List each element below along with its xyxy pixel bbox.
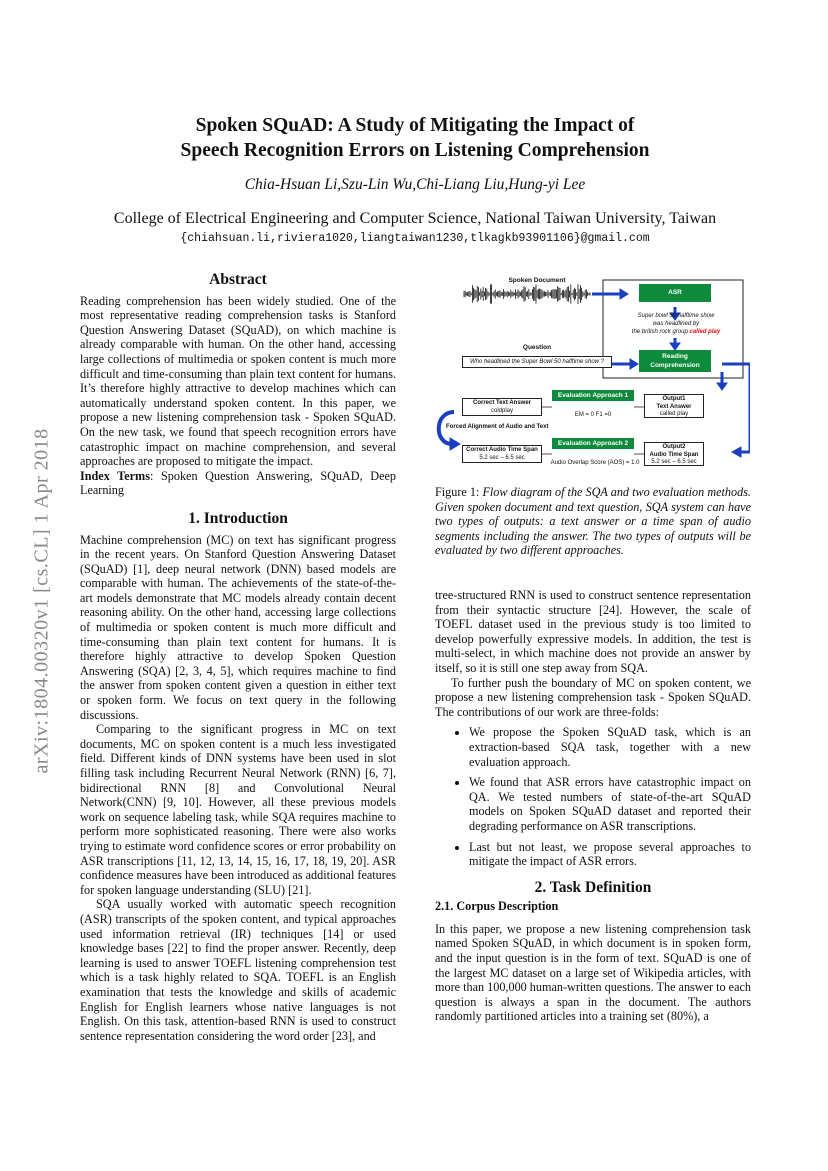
index-terms bbox=[80, 469, 396, 498]
output2-label: Output2 bbox=[662, 444, 686, 450]
caption-text: Flow diagram of the SQA and two evaluation methods. Given spoken document and text question, SQA system can have two types of outputs: a text answer or a time span of audio segments including the answer. The two types of outputs will be evaluated by two different approaches. bbox=[435, 485, 751, 558]
index-terms-text: : Spoken Question Answering, SQuAD, Deep Learning bbox=[80, 468, 396, 498]
authors: Chia-Hsuan Li,Szu-Lin Wu,Chi-Liang Liu,Hung-yi Lee bbox=[244, 176, 586, 193]
contribution-item: • We propose the Spoken SQuAD task, which is an extraction-based SQA task, together with a new evaluation approach. bbox=[469, 725, 751, 769]
question-label: Question bbox=[522, 344, 552, 351]
asr-box: ASR bbox=[639, 284, 711, 302]
evaluation-approach-2: Evaluation Approach 2 bbox=[552, 438, 634, 449]
output2-type: Audio Time Span bbox=[649, 451, 699, 458]
contribution-item: • We found that ASR errors have catastrophic impact on QA. We tested numbers of state-of-the-art SQuAD models on Spoken SQuAD dataset and reported their degrading performance on ASR transcriptions. bbox=[469, 775, 751, 833]
figure-1-diagram bbox=[432, 272, 750, 472]
figure-1-caption bbox=[435, 485, 751, 558]
asr-output-line-3a: the british rock group bbox=[631, 329, 688, 335]
abstract-heading: Abstract bbox=[209, 271, 267, 288]
paper-title bbox=[80, 113, 750, 163]
intro-paragraph-1: Machine comprehension (MC) on text has significant progress in the recent years. On Stanford Question Answering Dataset (SQuAD) [1], deep neural network (DNN) based models are comparable with human. The achievements of the state-of-the-art models demonstrate that MC models already contain decent reasoning ability. On the other hand, accessing large collections of multimedia or spoken content is much more difficult and time-consuming than plain text content for humans. It is therefore highly attractive to develop Spoken Question Answering (SQA) [2, 3, 4, 5], which requires machine to find the answer from spoken content given a question in either text or spoken form. We focus on text query in the following discussions. bbox=[80, 532, 396, 722]
output1-label: Output1 bbox=[662, 396, 686, 402]
asr-output-line-1: Super bowl 50 halftime show bbox=[637, 313, 715, 319]
waveform-icon bbox=[464, 284, 590, 304]
spoken-document-label: Spoken Document bbox=[508, 277, 566, 284]
affiliation: College of Electrical Engineering and Computer Science, National Taiwan University, Taiwan bbox=[113, 210, 717, 227]
contributions-list bbox=[435, 725, 751, 868]
output1-box bbox=[644, 394, 704, 418]
output1-value: called play bbox=[659, 411, 689, 417]
reading-comp-line-2: Comprehension bbox=[650, 362, 700, 369]
asr-output-line-2: was headlined by bbox=[652, 321, 700, 327]
right-paragraph-2: To further push the boundary of MC on spoken content, we propose a new listening comprehension task - Spoken SQuAD. The contributions of our work are three-folds: bbox=[435, 675, 751, 719]
correct-text-answer-box bbox=[462, 398, 542, 416]
forced-alignment-label: Forced Alignment of Audio and Text bbox=[446, 424, 549, 430]
correct-audio-box bbox=[462, 445, 542, 463]
intro-heading: 1. Introduction bbox=[188, 509, 288, 527]
correct-text-answer-label: Correct Text Answer bbox=[472, 400, 532, 406]
correct-text-answer-value: coldplay bbox=[490, 407, 513, 414]
task-definition-heading: 2. Task Definition bbox=[534, 878, 652, 896]
index-terms-label: Index Terms bbox=[80, 468, 150, 483]
reading-comprehension-box bbox=[639, 350, 711, 372]
question-box: Who headlined the Super Bowl 50 halftime show ? bbox=[462, 356, 612, 368]
aos-score: Audio Overlap Score (AOS) = 1.0 bbox=[550, 460, 640, 466]
correct-audio-label: Correct Audio Time Span bbox=[466, 447, 538, 453]
right-column bbox=[435, 588, 751, 1024]
output2-value: 5.2 sec – 6.5 sec bbox=[651, 459, 697, 465]
em-f1-score: EM = 0 F1 =0 bbox=[574, 412, 612, 418]
asr-error-highlight: called play bbox=[689, 329, 721, 335]
title-line-2: Speech Recognition Errors on Listening Comprehension bbox=[180, 140, 650, 161]
reading-comp-line-1: Reading bbox=[662, 353, 688, 360]
arxiv-identifier: arXiv:1804.00320v1 [cs.CL] 1 Apr 2018 bbox=[30, 428, 53, 774]
evaluation-approach-1: Evaluation Approach 1 bbox=[552, 390, 634, 401]
output2-box bbox=[644, 442, 704, 466]
intro-paragraph-2: Comparing to the significant progress in MC on text documents, MC on spoken content is a much less investigated field. Different kinds of DNN systems have been used in slot filling task including Recurrent Neural Network (RNN) [6, 7], bidirectional RNN [8] and Convolutional Neural Network(CNN) [9, 10]. However, all these previous models work on sequence labeling task, while SQA requires machine to perform more sophisticated reasoning. There were also works trying to estimate word confidence scores or error probability on ASR transcriptions [11, 12, 13, 14, 15, 16, 17, 18, 19, 20]. ASR confidence measures have been introduced as additional features for spoken language understanding (SLU) [21]. bbox=[80, 722, 396, 897]
abstract-text: Reading comprehension has been widely studied. One of the most representative reading comprehension tasks is Stanford Question Answering Dataset (SQuAD), on which machine is already comparable with human. On the other hand, accessing large collections of multimedia or spoken content is much more difficult and time-consuming than plain text content for humans. It’s therefore highly attractive to develop machines which can automatically understand spoken content. In this paper, we propose a new listening comprehension task - Spoken SQuAD. On the new task, we found that speech recognition errors have catastrophic impact on machine comprehension, and several approaches are proposed to mitigate the impact. bbox=[80, 293, 396, 469]
correct-audio-value: 5.2 sec – 6.5 sec bbox=[479, 454, 525, 461]
asr-output-text bbox=[626, 312, 726, 336]
caption-label: Figure 1: bbox=[435, 485, 483, 499]
intro-paragraph-3: SQA usually worked with automatic speech recognition (ASR) transcripts of the spoken content, and typical approaches used information retrieval (IR) techniques [14] or used knowledge bases [22] to find the proper answer. Recently, deep learning is used to answer TOEFL listening comprehension test which is a task highly related to SQA. TOEFL is an English examination that tests the knowledge and skills of academic English for English learners whose native languages is not English. On this task, attention-based RNN is used to construct sentence representation considering the word order [23], and bbox=[80, 897, 396, 1043]
email: {chiahsuan.li,riviera1020,liangtaiwan1230,tlkagkb93901106}@gmail.com bbox=[180, 232, 650, 245]
output1-type: Text Answer bbox=[656, 403, 692, 410]
asr-output-line-3 bbox=[626, 328, 726, 336]
right-paragraph-1: tree-structured RNN is used to construct sentence representation from their syntactic structure [24]. However, the scale of TOEFL dataset used in the previous study is too limited to develop powerfully expressive models. In addition, the test is multi-select, in which machine does not provide an answer by itself, so it is still one step away from SQA. bbox=[435, 588, 751, 675]
corpus-paragraph: In this paper, we propose a new listening comprehension task named Spoken SQuAD, in which document is in spoken form, and the input question is in the form of text. SQuAD is one of the largest MC dataset on a large set of Wikipedia articles, with more than 100,000 human-written questions. The answer to each question is always a span in the document. The authors randomly partitioned articles into a training set (80%), a bbox=[435, 921, 751, 1024]
corpus-description-heading: 2.1. Corpus Description bbox=[435, 899, 559, 914]
left-column bbox=[80, 273, 396, 1043]
title-line-1: Spoken SQuAD: A Study of Mitigating the Impact of bbox=[195, 115, 635, 136]
contribution-item: • Last but not least, we propose several approaches to mitigate the impact of ASR errors. bbox=[469, 840, 751, 869]
